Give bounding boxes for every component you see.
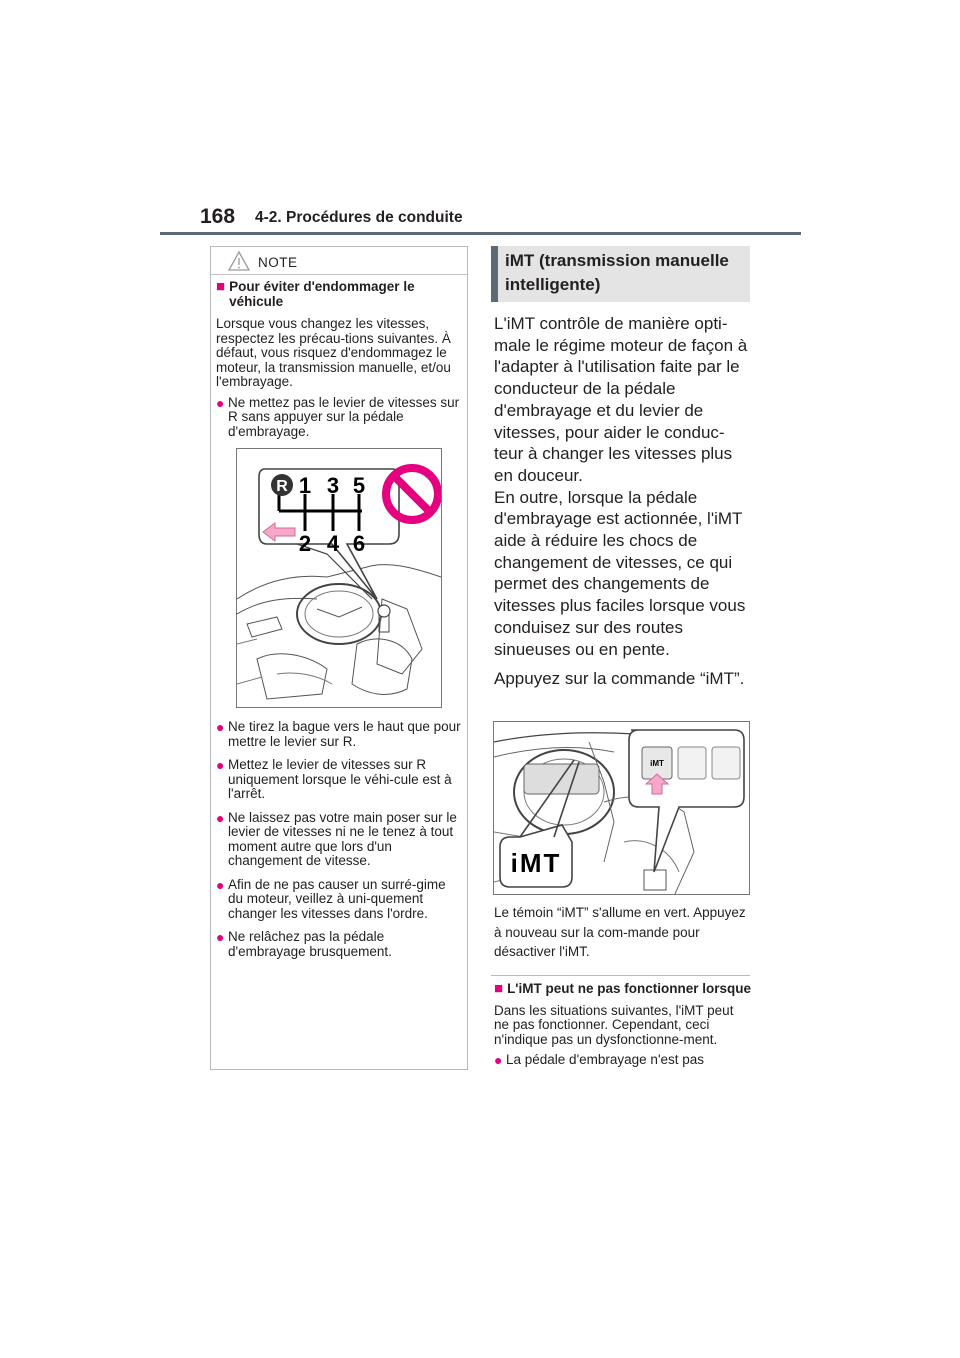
- gear-label-r: R: [276, 478, 288, 495]
- bullet-dot-icon: ●: [216, 719, 225, 735]
- imt-paragraph-2: En outre, lorsque la pédale d'embrayage est actionnée, l'iMT aide à réduire les chocs de changement de vitesses, ce qui permet des changements de vitesses plus faciles lorsque vous conduisez sur des routes sinueuses ou en pente.: [494, 487, 746, 659]
- imt-large-label: iMT: [510, 848, 562, 878]
- note-title: NOTE: [258, 255, 298, 270]
- list-item: [494, 1053, 752, 1068]
- bullet-dot-icon: ●: [494, 1052, 503, 1068]
- header-rule: [160, 232, 801, 235]
- gear-label-6: 6: [352, 531, 366, 556]
- list-item-text: Ne laissez pas votre main poser sur le levier de vitesses ni ne le tenez à tout moment autre que lors d'un changement de vitesse.: [228, 809, 457, 868]
- list-item: [216, 396, 464, 440]
- section-separator: [491, 975, 750, 976]
- list-item-text: Ne relâchez pas la pédale d'embrayage brusquement.: [228, 929, 392, 959]
- bullet-dot-icon: ●: [216, 929, 225, 945]
- square-bullet-icon: ■: [494, 980, 504, 997]
- gear-shift-drawing: [237, 449, 441, 707]
- gear-label-5: 5: [352, 473, 366, 498]
- list-item: [216, 811, 464, 869]
- page-number: 168: [200, 205, 236, 228]
- subsection-intro: Dans les situations suivantes, l'iMT peut ne pas fonctionner. Cependant, ceci n'indique pas un dysfonctionne-ment.: [494, 1002, 734, 1047]
- bullet-dot-icon: ●: [216, 394, 225, 411]
- imt-heading: iMT (transmission manuelle intelligente): [505, 251, 729, 294]
- list-item-text: Mettez le levier de vitesses sur R uniquement lorsque le véhi-cule est à l'arrêt.: [228, 757, 452, 801]
- subsection-heading-text: L'iMT peut ne pas fonctionner lorsque: [507, 981, 752, 996]
- imt-paragraph-3: Appuyez sur la commande “iMT”.: [494, 669, 745, 689]
- note-heading-text: Pour éviter d'endommager le véhicule: [229, 279, 415, 309]
- subsection-heading: [494, 982, 752, 997]
- imt-limitations: [494, 982, 752, 1077]
- list-item-text: Ne mettez pas le levier de vitesses sur R sans appuyer sur la pédale d'embrayage.: [228, 394, 460, 439]
- square-bullet-icon: ■: [216, 278, 226, 295]
- section-title: 4-2. Procédures de conduite: [255, 209, 463, 226]
- list-item-text: Afin de ne pas causer un surré-gime du moteur, veillez à uni-quement changer les vitesses dans l'ordre.: [228, 876, 446, 921]
- gear-label-4: 4: [326, 531, 340, 556]
- imt-heading-bar: [491, 246, 498, 302]
- note-intro: Lorsque vous changez les vitesses, respectez les précau-tions suivantes. À défaut, vous risquez d'endommagez le moteur, la transmission manuelle, et/ou l'embrayage.: [216, 316, 451, 389]
- gear-label-1: 1: [298, 473, 312, 498]
- list-item: [216, 720, 464, 749]
- bullet-dot-icon: ●: [216, 876, 225, 893]
- list-item-text: La pédale d'embrayage n'est pas: [506, 1052, 705, 1067]
- gear-label-3: 3: [326, 473, 340, 498]
- bullet-dot-icon: ●: [216, 757, 225, 773]
- imt-switch-illustration: [493, 721, 750, 895]
- note-heading: [216, 280, 464, 309]
- imt-switch-drawing: [494, 722, 750, 895]
- imt-caption: Le témoin “iMT” s'allume en vert. Appuyez à nouveau sur la com-mande pour désactiver l'iMT.: [494, 905, 746, 959]
- gear-shift-illustration: [236, 448, 442, 708]
- note-content: [216, 280, 464, 968]
- warning-icon: [227, 250, 251, 272]
- imt-paragraph-1: L'iMT contrôle de manière opti-male le régime moteur de façon à l'adapter à l'utilisation faite par le conducteur de la pédale d'embrayage et du levier de vitesses, pour aider le conduc-teur à changer les vitesses plus en douceur.: [494, 314, 748, 485]
- gear-label-2: 2: [298, 531, 312, 556]
- list-item: [216, 878, 464, 922]
- imt-small-label: iMT: [650, 759, 664, 768]
- bullet-dot-icon: ●: [216, 809, 225, 826]
- list-item: [216, 758, 464, 802]
- list-item-text: Ne tirez la bague vers le haut que pour mettre le levier sur R.: [228, 719, 461, 749]
- list-item: [216, 930, 464, 959]
- imt-body: [494, 313, 752, 698]
